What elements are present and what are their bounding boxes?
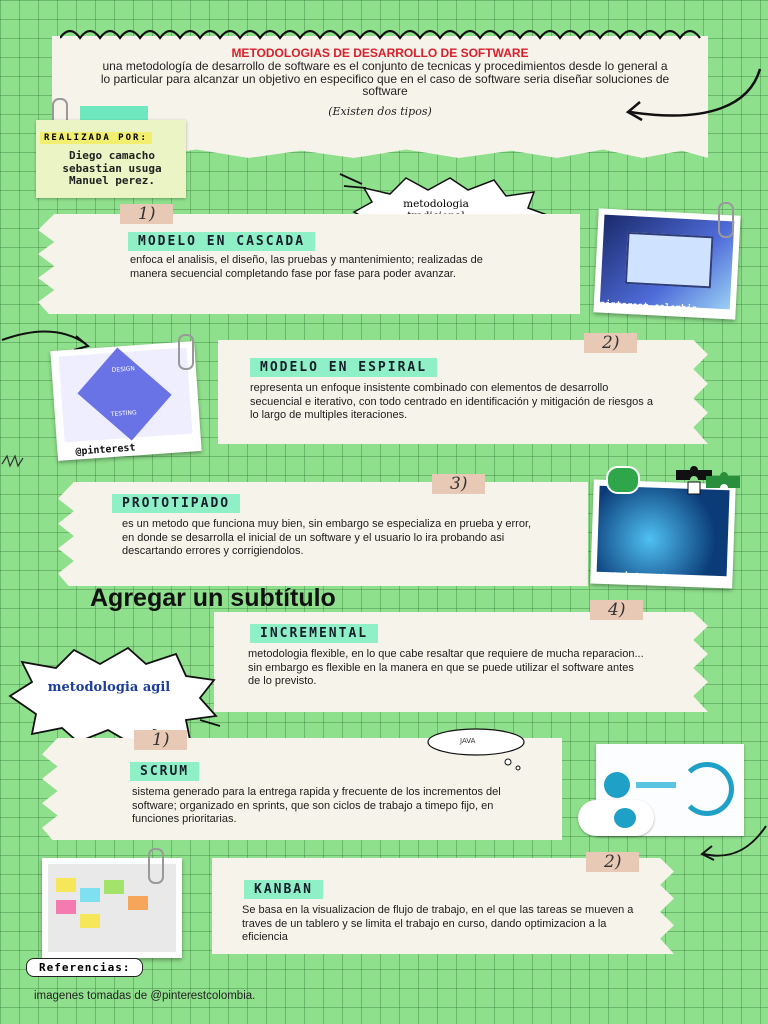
section-number-incremental: 4) [590, 600, 643, 620]
bubble-traditional-text: metodologia [403, 198, 469, 210]
section-text-espiral: representa un enfoque insistente combinado con elementos de desarrollo secuencial e iterativo, con todo centrado en identificación y mitigación de riesgos a lo largo de multiples iteraciones. [250, 382, 653, 421]
section-text-kanban: Se basa en la visualizacion de flujo de trabajo, en el que las tareas se mueven a traves de un tablero y se limita el trabajo en curso, dando optimizacion a la eficiencia [242, 904, 634, 943]
section-text-incremental: metodologia flexible, en lo que cabe resaltar que requiere de mucha reparacion... sin embargo es flexible en la manera en que se puede utilizar el software antes de lo previsto. [248, 648, 644, 687]
button-decoration-icon [606, 466, 640, 494]
puzzle-icon [672, 462, 742, 498]
authors-label: REALIZADA POR: [40, 132, 152, 144]
photo-espiral-caption: @pinterest [75, 442, 136, 458]
paperclip-icon [178, 334, 194, 370]
arrow-icon [690, 820, 768, 870]
arrow-icon [600, 64, 768, 124]
references-text: imagenes tomadas de @pinterestcolombia. [34, 990, 256, 1002]
photo-cascada-caption: pinterest colombia [599, 299, 698, 315]
section-title-espiral: MODELO EN ESPIRAL [250, 358, 437, 377]
section-number-prototipado: 3) [432, 474, 485, 494]
java-label: JAVA [460, 737, 476, 745]
types-note: (Existen dos tipos) [328, 105, 432, 118]
header-spiral-binding [60, 26, 720, 46]
page-title: METODOLOGIAS DE DESARROLLO DE SOFTWARE [231, 46, 529, 60]
section-title-cascada: MODELO EN CASCADA [128, 232, 315, 251]
bubble-agile-text: metodologia agil [47, 680, 171, 695]
espiral-label-testing: TESTING [110, 409, 137, 419]
section-text-prototipado: es un metodo que funciona muy bien, sin embargo se especializa en prueba y error, en donde se desarrolla el inicial de un software y el usuario lo ira probando asi descartando errores y corrigiendolos. [122, 518, 532, 557]
section-title-prototipado: PROTOTIPADO [112, 494, 240, 513]
section-title-scrum: SCRUM [130, 762, 199, 781]
paperclip-icon [718, 202, 734, 238]
section-title-incremental: INCREMENTAL [250, 624, 378, 643]
photo-prototipado-caption: @pinterest [612, 571, 667, 584]
scrum-cycle-icon [578, 800, 654, 836]
tape-decoration [80, 106, 148, 120]
section-title-kanban: KANBAN [244, 880, 323, 899]
section-number-cascada: 1) [120, 204, 173, 224]
subtitle-heading: Agregar un subtítulo [90, 584, 336, 612]
references-label: Referencias: [26, 958, 143, 977]
section-text-scrum: sistema generado para la entrega rapida y frecuente de los incrementos del software; organizado en sprints, que son ciclos de trabajo a timepo fijo, en funciones prioritarias. [132, 786, 501, 825]
section-number-espiral: 2) [584, 333, 637, 353]
burst-lines-icon [336, 170, 376, 190]
scribble-decoration [0, 452, 40, 472]
section-number-scrum: 1) [134, 730, 187, 750]
espiral-label-design: DESIGN [111, 365, 136, 374]
thought-bubble-icon [424, 726, 534, 772]
intro-text: una metodología de desarrollo de software es el conjunto de tecnicas y procedimientos desde lo general a lo particular para alcanzar un objetivo en especifico que en el caso de software seria diseñar soluciones de software [100, 59, 670, 98]
authors-names: Diego camacho sebastian usuga Manuel perez. [62, 149, 162, 187]
section-text-cascada: enfoca el analisis, el diseño, las pruebas y mantenimiento; realizadas de manera secuencial completando fase por fase para poder avanzar. [130, 254, 483, 280]
paperclip-icon [148, 848, 164, 884]
section-number-kanban: 2) [586, 852, 639, 872]
